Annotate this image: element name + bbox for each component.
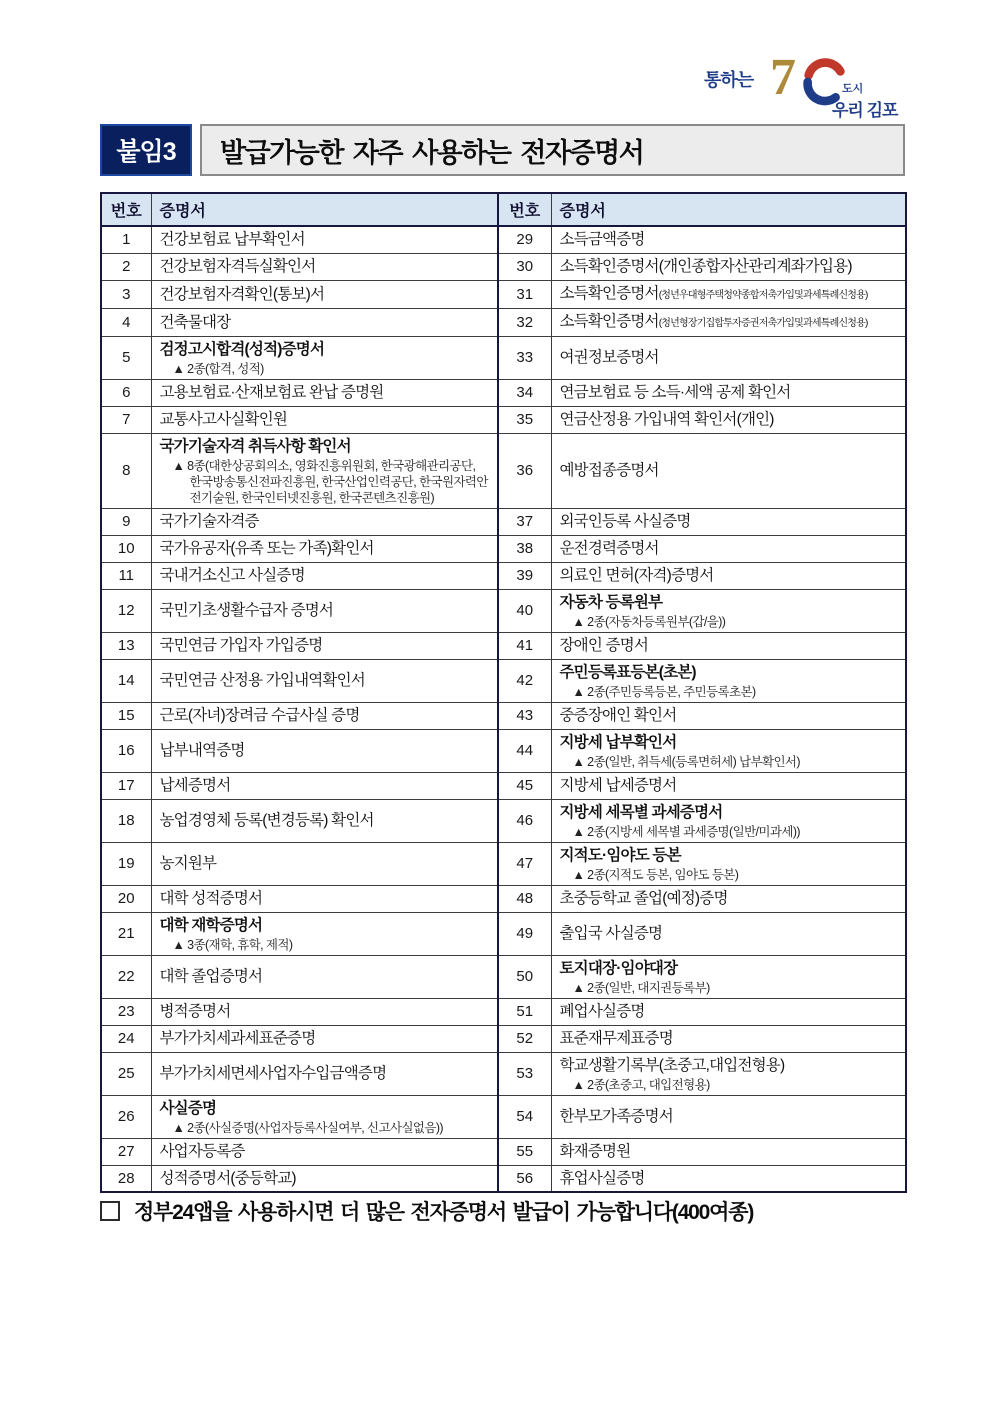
certificate-title: 국가기술자격증 bbox=[159, 513, 259, 530]
row-number-right: 48 bbox=[498, 885, 551, 912]
row-number-left: 18 bbox=[101, 799, 151, 842]
certificate-cell-left bbox=[151, 589, 498, 632]
certificate-note: ▲ 8종(대한상공회의소, 영화진흥위원회, 한국광해관리공단, 한국방송통신전파진흥원, 한국산업인력공단, 한국원자력안전기술원, 한국인터넷진흥원, 한국콘텐츠진흥원) bbox=[172, 458, 488, 505]
certificate-title: 의료인 면허(자격)증명서 bbox=[559, 567, 714, 584]
row-number-right: 45 bbox=[498, 772, 551, 799]
table-row bbox=[101, 433, 906, 508]
certificate-note: ▲ 2종(사실증명(사업자등록사실여부, 신고사실없음)) bbox=[172, 1120, 443, 1135]
certificate-title: 소득금액증명 bbox=[559, 231, 645, 249]
row-number-left: 3 bbox=[101, 280, 151, 308]
certificate-title: 대학 성적증명서 bbox=[159, 890, 263, 907]
certificate-title: 지방세 세목별 과세증명서 bbox=[559, 803, 723, 821]
certificate-title: 건강보험자격득실확인서 bbox=[159, 258, 316, 275]
row-number-left: 23 bbox=[101, 998, 151, 1025]
table-row bbox=[101, 799, 906, 842]
row-number-right: 37 bbox=[498, 508, 551, 535]
row-number-right: 53 bbox=[498, 1052, 551, 1095]
certificate-cell-left bbox=[151, 1138, 498, 1165]
certificate-title: 지방세 납부확인서 bbox=[559, 733, 677, 751]
certificate-cell-left bbox=[151, 1025, 498, 1052]
row-number-right: 54 bbox=[498, 1095, 551, 1138]
row-number-left: 9 bbox=[101, 508, 151, 535]
page-title: 발급가능한 자주 사용하는 전자증명서 bbox=[200, 124, 905, 176]
certificate-cell-right bbox=[551, 379, 906, 406]
certificate-cell-left bbox=[151, 955, 498, 998]
certificate-cell-right bbox=[551, 632, 906, 659]
row-number-right: 55 bbox=[498, 1138, 551, 1165]
certificate-cell-left bbox=[151, 336, 498, 379]
row-number-left: 2 bbox=[101, 253, 151, 280]
table-row bbox=[101, 253, 906, 280]
certificate-title: 사업자등록증 bbox=[159, 1143, 245, 1160]
table-row bbox=[101, 998, 906, 1025]
certificate-cell-right bbox=[551, 702, 906, 729]
row-number-right: 33 bbox=[498, 336, 551, 379]
certificate-title: 국내거소신고 사실증명 bbox=[159, 567, 305, 584]
certificate-title: 건축물대장 bbox=[159, 313, 231, 331]
certificate-table bbox=[100, 192, 907, 1193]
certificate-title: 폐업사실증명 bbox=[559, 1003, 645, 1020]
certificate-cell-left bbox=[151, 1095, 498, 1138]
table-row bbox=[101, 406, 906, 433]
logo-city-label: 도시 bbox=[842, 83, 864, 95]
row-number-left: 21 bbox=[101, 912, 151, 955]
col-header-number-right: 번호 bbox=[498, 193, 551, 226]
certificate-title: 국민기초생활수급자 증명서 bbox=[159, 602, 334, 619]
row-number-left: 1 bbox=[101, 226, 151, 253]
row-number-left: 4 bbox=[101, 308, 151, 336]
certificate-title: 외국인등록 사실증명 bbox=[559, 513, 691, 530]
row-number-right: 40 bbox=[498, 589, 551, 632]
table-row bbox=[101, 659, 906, 702]
row-number-right: 43 bbox=[498, 702, 551, 729]
attachment-badge: 붙임3 bbox=[100, 124, 192, 176]
row-number-right: 30 bbox=[498, 253, 551, 280]
table-row bbox=[101, 1052, 906, 1095]
table-row bbox=[101, 885, 906, 912]
certificate-title: 연금산정용 가입내역 확인서(개인) bbox=[559, 411, 774, 428]
certificate-cell-right bbox=[551, 253, 906, 280]
table-row bbox=[101, 955, 906, 998]
certificate-cell-right bbox=[551, 912, 906, 955]
row-number-right: 42 bbox=[498, 659, 551, 702]
row-number-right: 56 bbox=[498, 1165, 551, 1192]
row-number-left: 20 bbox=[101, 885, 151, 912]
table-row bbox=[101, 702, 906, 729]
table-row bbox=[101, 1095, 906, 1138]
logo-numeral-70: 7 bbox=[770, 49, 796, 106]
row-number-right: 32 bbox=[498, 308, 551, 336]
certificate-note: ▲ 2종(일반, 취득세(등록면허세) 납부확인서) bbox=[572, 754, 800, 769]
certificate-cell-right bbox=[551, 562, 906, 589]
certificate-cell-left bbox=[151, 729, 498, 772]
certificate-cell-right bbox=[551, 1025, 906, 1052]
row-number-right: 52 bbox=[498, 1025, 551, 1052]
table-row bbox=[101, 1138, 906, 1165]
certificate-title: 농지원부 bbox=[159, 855, 217, 872]
table-header-row bbox=[101, 193, 906, 226]
certificate-title: 휴업사실증명 bbox=[559, 1169, 645, 1187]
certificate-cell-left bbox=[151, 308, 498, 336]
certificate-cell-left bbox=[151, 379, 498, 406]
certificate-cell-right bbox=[551, 729, 906, 772]
row-number-left: 15 bbox=[101, 702, 151, 729]
certificate-cell-right bbox=[551, 659, 906, 702]
certificate-title: 사실증명 bbox=[159, 1099, 217, 1117]
table-row bbox=[101, 280, 906, 308]
table-row bbox=[101, 1025, 906, 1052]
certificate-title: 출입국 사실증명 bbox=[559, 925, 663, 942]
table-row bbox=[101, 912, 906, 955]
certificate-note: ▲ 2종(일반, 대지권등록부) bbox=[572, 980, 710, 995]
certificate-cell-left bbox=[151, 562, 498, 589]
certificate-note: ▲ 3종(재학, 휴학, 제적) bbox=[172, 937, 293, 952]
certificate-cell-right bbox=[551, 308, 906, 336]
row-number-right: 41 bbox=[498, 632, 551, 659]
row-number-right: 46 bbox=[498, 799, 551, 842]
certificate-cell-left bbox=[151, 1165, 498, 1192]
gimpo-city-logo bbox=[704, 49, 914, 128]
certificate-title: 연금보험료 등 소득·세액 공제 확인서 bbox=[559, 384, 791, 401]
certificate-title: 예방접종증명서 bbox=[559, 462, 659, 479]
row-number-left: 13 bbox=[101, 632, 151, 659]
row-number-left: 27 bbox=[101, 1138, 151, 1165]
row-number-left: 28 bbox=[101, 1165, 151, 1192]
table-row bbox=[101, 336, 906, 379]
certificate-cell-left bbox=[151, 1052, 498, 1095]
row-number-right: 31 bbox=[498, 280, 551, 308]
certificate-title: 화재증명원 bbox=[559, 1143, 631, 1160]
certificate-title: 장애인 증명서 bbox=[559, 637, 649, 654]
certificate-title: 초중등학교 졸업(예정)증명 bbox=[559, 890, 728, 907]
table-row bbox=[101, 535, 906, 562]
certificate-cell-right bbox=[551, 406, 906, 433]
certificate-cell-left bbox=[151, 799, 498, 842]
certificate-cell-left bbox=[151, 433, 498, 508]
certificate-title: 여권정보증명서 bbox=[559, 349, 659, 366]
certificate-cell-right bbox=[551, 433, 906, 508]
certificate-cell-right bbox=[551, 280, 906, 308]
certificate-title: 부가가치세면세사업자수입금액증명 bbox=[159, 1065, 387, 1082]
certificate-cell-left bbox=[151, 226, 498, 253]
certificate-cell-left bbox=[151, 659, 498, 702]
row-number-left: 5 bbox=[101, 336, 151, 379]
certificate-title: 농업경영체 등록(변경등록) 확인서 bbox=[159, 812, 374, 829]
certificate-cell-right bbox=[551, 508, 906, 535]
row-number-left: 17 bbox=[101, 772, 151, 799]
certificate-title: 대학 졸업증명서 bbox=[159, 968, 263, 985]
table-row bbox=[101, 772, 906, 799]
table-row bbox=[101, 226, 906, 253]
certificate-title: 근로(자녀)장려금 수급사실 증명 bbox=[159, 707, 360, 724]
col-header-cert-right: 증명서 bbox=[551, 193, 906, 226]
square-bullet-icon bbox=[100, 1201, 120, 1221]
certificate-title: 소득확인증명서(청년형장기집합투자증권저축가입및과세특례신청용) bbox=[559, 312, 868, 330]
certificate-title: 병적증명서 bbox=[159, 1003, 231, 1020]
row-number-right: 51 bbox=[498, 998, 551, 1025]
table-row bbox=[101, 508, 906, 535]
row-number-right: 49 bbox=[498, 912, 551, 955]
certificate-title: 표준재무제표증명 bbox=[559, 1030, 673, 1047]
row-number-left: 16 bbox=[101, 729, 151, 772]
row-number-left: 19 bbox=[101, 842, 151, 885]
row-number-left: 26 bbox=[101, 1095, 151, 1138]
certificate-title: 국가기술자격 취득사항 확인서 bbox=[159, 437, 351, 455]
logo-tagline: 통하는 bbox=[704, 70, 754, 90]
certificate-title: 소득확인증명서(청년우대형주택청약종합저축가입및과세특례신청용) bbox=[559, 284, 868, 302]
certificate-title: 국가유공자(유족 또는 가족)확인서 bbox=[159, 540, 374, 557]
certificate-title: 학교생활기록부(초중고,대입전형용) bbox=[559, 1056, 785, 1074]
table-row bbox=[101, 729, 906, 772]
certificate-table-wrap bbox=[100, 192, 905, 1193]
certificate-title: 납부내역증명 bbox=[159, 742, 245, 759]
certificate-cell-right bbox=[551, 955, 906, 998]
certificate-title: 납세증명서 bbox=[159, 777, 231, 794]
certificate-title: 부가가치세과세표준증명 bbox=[159, 1030, 316, 1047]
certificate-note: ▲ 2종(합격, 성적) bbox=[172, 361, 264, 376]
certificate-title: 건강보험자격확인(통보)서 bbox=[159, 285, 325, 303]
certificate-cell-right bbox=[551, 1095, 906, 1138]
certificate-cell-right bbox=[551, 772, 906, 799]
certificate-title: 주민등록표등본(초본) bbox=[559, 663, 696, 681]
row-number-left: 8 bbox=[101, 433, 151, 508]
certificate-title: 국민연금 가입자 가입증명 bbox=[159, 637, 323, 654]
certificate-title: 성적증명서(중등학교) bbox=[159, 1169, 296, 1187]
table-row bbox=[101, 379, 906, 406]
row-number-right: 39 bbox=[498, 562, 551, 589]
certificate-cell-right bbox=[551, 998, 906, 1025]
table-row bbox=[101, 632, 906, 659]
certificate-title: 건강보험료 납부확인서 bbox=[159, 231, 305, 249]
certificate-cell-left bbox=[151, 912, 498, 955]
table-row bbox=[101, 1165, 906, 1192]
certificate-title: 검정고시합격(성적)증명서 bbox=[159, 340, 325, 358]
certificate-cell-right bbox=[551, 535, 906, 562]
footer-text: 정부24앱을 사용하시면 더 많은 전자증명서 발급이 가능합니다(400여종) bbox=[134, 1201, 754, 1224]
footer-note bbox=[100, 1196, 905, 1226]
row-number-left: 10 bbox=[101, 535, 151, 562]
certificate-title: 대학 재학증명서 bbox=[159, 916, 263, 934]
certificate-cell-left bbox=[151, 508, 498, 535]
certificate-cell-right bbox=[551, 799, 906, 842]
row-number-right: 34 bbox=[498, 379, 551, 406]
certificate-title: 지적도·임야도 등본 bbox=[559, 846, 681, 864]
certificate-cell-left bbox=[151, 885, 498, 912]
certificate-title: 지방세 납세증명서 bbox=[559, 777, 677, 794]
row-number-left: 12 bbox=[101, 589, 151, 632]
certificate-cell-right bbox=[551, 336, 906, 379]
certificate-title: 고용보험료·산재보험료 완납 증명원 bbox=[159, 384, 384, 401]
certificate-cell-left bbox=[151, 280, 498, 308]
col-header-number-left: 번호 bbox=[101, 193, 151, 226]
row-number-left: 24 bbox=[101, 1025, 151, 1052]
row-number-right: 44 bbox=[498, 729, 551, 772]
certificate-cell-left bbox=[151, 998, 498, 1025]
certificate-title: 국민연금 산정용 가입내역확인서 bbox=[159, 672, 365, 689]
row-number-right: 38 bbox=[498, 535, 551, 562]
certificate-cell-left bbox=[151, 253, 498, 280]
certificate-cell-right bbox=[551, 1165, 906, 1192]
row-number-right: 35 bbox=[498, 406, 551, 433]
certificate-note: ▲ 2종(지방세 세목별 과세증명(일반/미과세)) bbox=[572, 824, 800, 839]
certificate-cell-left bbox=[151, 702, 498, 729]
logo-brand-text: 우리 김포 bbox=[832, 101, 898, 120]
row-number-right: 36 bbox=[498, 433, 551, 508]
row-number-left: 6 bbox=[101, 379, 151, 406]
row-number-left: 11 bbox=[101, 562, 151, 589]
certificate-title: 중증장애인 확인서 bbox=[559, 707, 677, 724]
table-row bbox=[101, 589, 906, 632]
certificate-cell-left bbox=[151, 535, 498, 562]
row-number-right: 50 bbox=[498, 955, 551, 998]
certificate-note: ▲ 2종(지적도 등본, 임야도 등본) bbox=[572, 867, 739, 882]
certificate-cell-right bbox=[551, 1052, 906, 1095]
certificate-title: 운전경력증명서 bbox=[559, 540, 659, 557]
certificate-cell-left bbox=[151, 842, 498, 885]
certificate-cell-right bbox=[551, 842, 906, 885]
row-number-left: 22 bbox=[101, 955, 151, 998]
certificate-title: 교통사고사실확인원 bbox=[159, 411, 288, 428]
certificate-cell-right bbox=[551, 1138, 906, 1165]
certificate-cell-right bbox=[551, 226, 906, 253]
certificate-note: ▲ 2종(초중고, 대입전형용) bbox=[572, 1077, 710, 1092]
col-header-cert-left: 증명서 bbox=[151, 193, 498, 226]
table-row bbox=[101, 562, 906, 589]
page-header bbox=[100, 124, 905, 176]
row-number-right: 47 bbox=[498, 842, 551, 885]
table-row bbox=[101, 308, 906, 336]
certificate-title: 소득확인증명서(개인종합자산관리계좌가입용) bbox=[559, 258, 852, 275]
certificate-title: 토지대장·임야대장 bbox=[559, 959, 678, 977]
certificate-cell-left bbox=[151, 632, 498, 659]
certificate-note: ▲ 2종(자동차등록원부(갑/을)) bbox=[572, 614, 726, 629]
certificate-title: 한부모가족증명서 bbox=[559, 1108, 673, 1125]
certificate-cell-right bbox=[551, 589, 906, 632]
row-number-left: 14 bbox=[101, 659, 151, 702]
certificate-cell-left bbox=[151, 406, 498, 433]
certificate-note: ▲ 2종(주민등록등본, 주민등록초본) bbox=[572, 684, 756, 699]
row-number-left: 7 bbox=[101, 406, 151, 433]
table-row bbox=[101, 842, 906, 885]
certificate-cell-right bbox=[551, 885, 906, 912]
row-number-right: 29 bbox=[498, 226, 551, 253]
certificate-title: 자동차 등록원부 bbox=[559, 593, 663, 611]
certificate-cell-left bbox=[151, 772, 498, 799]
row-number-left: 25 bbox=[101, 1052, 151, 1095]
